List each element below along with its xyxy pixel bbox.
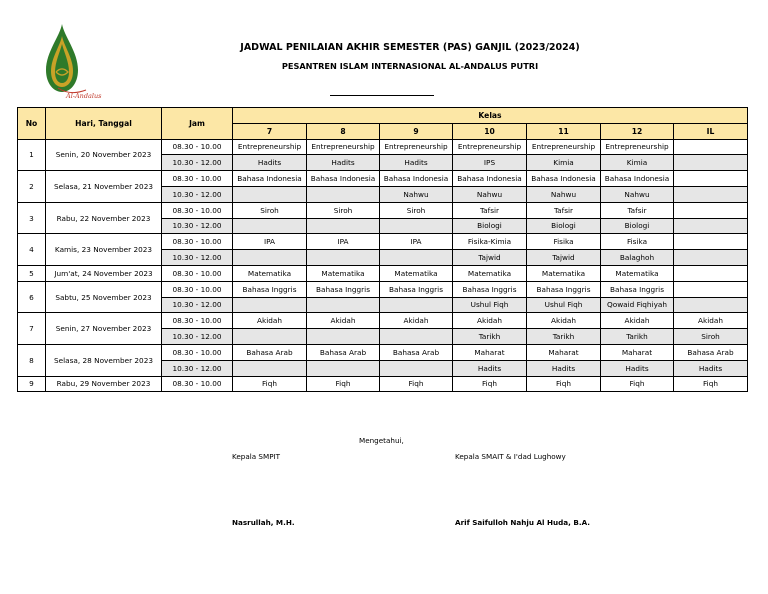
row-number: 2 — [18, 171, 46, 203]
header-kelas: Kelas — [233, 108, 748, 124]
subject-cell — [233, 186, 307, 202]
subject-cell: IPA — [380, 234, 453, 250]
subject-cell: Matematika — [233, 265, 307, 281]
subject-cell: Hadits — [601, 360, 674, 376]
subject-cell — [674, 139, 748, 155]
day-date-cell: Rabu, 29 November 2023 — [46, 376, 162, 392]
subject-cell: Fisika-Kimia — [453, 234, 527, 250]
document-title: JADWAL PENILAIAN AKHIR SEMESTER (PAS) GANJIL (2023/2024) — [240, 42, 580, 53]
header-class-il: IL — [674, 123, 748, 139]
row-number: 5 — [18, 265, 46, 281]
subject-cell: Siroh — [674, 329, 748, 345]
right-signer-role: Kepala SMAIT & I'dad Lughowy — [455, 452, 566, 461]
subject-cell — [233, 360, 307, 376]
subject-cell: Bahasa Inggris — [601, 281, 674, 297]
subject-cell: Ushul Fiqh — [453, 297, 527, 313]
subject-cell: Fiqh — [527, 376, 601, 392]
time-cell: 08.30 - 10.00 — [162, 234, 233, 250]
header-class-9: 9 — [380, 123, 453, 139]
title-underline — [330, 95, 434, 96]
subject-cell: Bahasa Inggris — [233, 281, 307, 297]
table-row — [18, 234, 748, 250]
subject-cell: Maharat — [453, 344, 527, 360]
day-date-cell: Kamis, 23 November 2023 — [46, 234, 162, 266]
subject-cell: Matematika — [601, 265, 674, 281]
subject-cell: Bahasa Indonesia — [601, 171, 674, 187]
day-date-cell: Selasa, 21 November 2023 — [46, 171, 162, 203]
subject-cell: Hadits — [233, 155, 307, 171]
subject-cell: Siroh — [233, 202, 307, 218]
subject-cell: Matematika — [307, 265, 380, 281]
subject-cell: Balaghoh — [601, 250, 674, 266]
subject-cell: Akidah — [307, 313, 380, 329]
header-time: Jam — [162, 108, 233, 140]
row-number: 3 — [18, 202, 46, 234]
subject-cell: Fisika — [527, 234, 601, 250]
subject-cell: Tajwid — [453, 250, 527, 266]
subject-cell: IPA — [233, 234, 307, 250]
header-class-8: 8 — [307, 123, 380, 139]
subject-cell — [307, 250, 380, 266]
subject-cell — [380, 360, 453, 376]
subject-cell — [380, 250, 453, 266]
time-cell: 08.30 - 10.00 — [162, 202, 233, 218]
subject-cell: Bahasa Arab — [233, 344, 307, 360]
subject-cell — [380, 218, 453, 234]
time-cell: 10.30 - 12.00 — [162, 360, 233, 376]
header-no: No — [18, 108, 46, 140]
subject-cell: Entrepreneurship — [453, 139, 527, 155]
svg-text:Al-Andalus: Al-Andalus — [66, 92, 102, 100]
subject-cell — [233, 297, 307, 313]
subject-cell: Tarikh — [453, 329, 527, 345]
subject-cell: Biologi — [527, 218, 601, 234]
subject-cell: Bahasa Inggris — [453, 281, 527, 297]
subject-cell: Tafsir — [453, 202, 527, 218]
table-row — [18, 313, 748, 329]
time-cell: 10.30 - 12.00 — [162, 297, 233, 313]
subject-cell — [674, 265, 748, 281]
day-date-cell: Senin, 27 November 2023 — [46, 313, 162, 345]
subject-cell — [233, 218, 307, 234]
header-class-7: 7 — [233, 123, 307, 139]
subject-cell: Tafsir — [601, 202, 674, 218]
table-row — [18, 202, 748, 218]
subject-cell: Kimia — [601, 155, 674, 171]
right-signer-name: Arif Saifulloh Nahju Al Huda, B.A. — [455, 518, 591, 527]
subject-cell: Fiqh — [307, 376, 380, 392]
subject-cell: Bahasa Indonesia — [233, 171, 307, 187]
row-number: 8 — [18, 344, 46, 376]
subject-cell: Entrepreneurship — [380, 139, 453, 155]
subject-cell: Akidah — [233, 313, 307, 329]
time-cell: 08.30 - 10.00 — [162, 313, 233, 329]
day-date-cell: Senin, 20 November 2023 — [46, 139, 162, 171]
subject-cell: Entrepreneurship — [601, 139, 674, 155]
subject-cell — [674, 171, 748, 187]
time-cell: 10.30 - 12.00 — [162, 186, 233, 202]
subject-cell — [307, 360, 380, 376]
subject-cell: Nahwu — [527, 186, 601, 202]
subject-cell: Hadits — [307, 155, 380, 171]
subject-cell: Fiqh — [233, 376, 307, 392]
subject-cell: Hadits — [527, 360, 601, 376]
subject-cell: Nahwu — [601, 186, 674, 202]
table-row — [18, 171, 748, 187]
time-cell: 08.30 - 10.00 — [162, 376, 233, 392]
subject-cell — [674, 202, 748, 218]
subject-cell: Tarikh — [527, 329, 601, 345]
subject-cell: Tarikh — [601, 329, 674, 345]
subject-cell: Akidah — [453, 313, 527, 329]
subject-cell: Fisika — [601, 234, 674, 250]
row-number: 7 — [18, 313, 46, 345]
row-number: 6 — [18, 281, 46, 313]
subject-cell: Bahasa Inggris — [527, 281, 601, 297]
exam-schedule-table — [17, 107, 748, 392]
day-date-cell: Selasa, 28 November 2023 — [46, 344, 162, 376]
subject-cell: Fiqh — [674, 376, 748, 392]
subject-cell — [674, 155, 748, 171]
header-day-date: Hari, Tanggal — [46, 108, 162, 140]
subject-cell: Bahasa Arab — [307, 344, 380, 360]
row-number: 4 — [18, 234, 46, 266]
subject-cell: Bahasa Arab — [380, 344, 453, 360]
time-cell: 08.30 - 10.00 — [162, 265, 233, 281]
subject-cell — [674, 281, 748, 297]
time-cell: 08.30 - 10.00 — [162, 139, 233, 155]
subject-cell: Entrepreneurship — [233, 139, 307, 155]
subject-cell: Hadits — [674, 360, 748, 376]
subject-cell: Maharat — [527, 344, 601, 360]
subject-cell: Entrepreneurship — [307, 139, 380, 155]
subject-cell: Fiqh — [601, 376, 674, 392]
subject-cell — [674, 234, 748, 250]
subject-cell: Nahwu — [453, 186, 527, 202]
header-class-12: 12 — [601, 123, 674, 139]
table-row — [18, 376, 748, 392]
subject-cell: Qowaid Fiqhiyah — [601, 297, 674, 313]
subject-cell: Kimia — [527, 155, 601, 171]
subject-cell: Ushul Fiqh — [527, 297, 601, 313]
table-row — [18, 344, 748, 360]
subject-cell — [380, 329, 453, 345]
subject-cell: Maharat — [601, 344, 674, 360]
subject-cell: Matematika — [453, 265, 527, 281]
subject-cell — [233, 250, 307, 266]
subject-cell: IPA — [307, 234, 380, 250]
subject-cell: Matematika — [527, 265, 601, 281]
subject-cell: Bahasa Arab — [674, 344, 748, 360]
day-date-cell: Jum'at, 24 November 2023 — [46, 265, 162, 281]
subject-cell: Bahasa Indonesia — [307, 171, 380, 187]
subject-cell — [380, 297, 453, 313]
subject-cell — [674, 186, 748, 202]
left-signer-name: Nasrullah, M.H. — [232, 518, 295, 527]
time-cell: 10.30 - 12.00 — [162, 329, 233, 345]
subject-cell: Bahasa Inggris — [380, 281, 453, 297]
time-cell: 10.30 - 12.00 — [162, 155, 233, 171]
time-cell: 08.30 - 10.00 — [162, 344, 233, 360]
header-class-11: 11 — [527, 123, 601, 139]
acknowledged-label: Mengetahui, — [359, 436, 404, 445]
document-subtitle: PESANTREN ISLAM INTERNASIONAL AL-ANDALUS PUTRI — [281, 61, 539, 71]
subject-cell: Tafsir — [527, 202, 601, 218]
subject-cell: Siroh — [380, 202, 453, 218]
table-row — [18, 139, 748, 155]
subject-cell: Biologi — [601, 218, 674, 234]
subject-cell: Akidah — [527, 313, 601, 329]
subject-cell: Biologi — [453, 218, 527, 234]
subject-cell — [674, 250, 748, 266]
table-row — [18, 265, 748, 281]
subject-cell: Akidah — [380, 313, 453, 329]
subject-cell: Akidah — [601, 313, 674, 329]
left-signer-role: Kepala SMPIT — [232, 452, 281, 461]
row-number: 1 — [18, 139, 46, 171]
subject-cell: Hadits — [380, 155, 453, 171]
subject-cell — [233, 329, 307, 345]
subject-cell: Bahasa Indonesia — [527, 171, 601, 187]
subject-cell — [307, 218, 380, 234]
time-cell: 10.30 - 12.00 — [162, 218, 233, 234]
subject-cell — [674, 297, 748, 313]
subject-cell: Nahwu — [380, 186, 453, 202]
school-logo — [38, 22, 102, 100]
subject-cell — [674, 218, 748, 234]
subject-cell: IPS — [453, 155, 527, 171]
subject-cell: Matematika — [380, 265, 453, 281]
subject-cell: Bahasa Indonesia — [380, 171, 453, 187]
subject-cell: Hadits — [453, 360, 527, 376]
table-row — [18, 281, 748, 297]
subject-cell — [307, 329, 380, 345]
subject-cell: Bahasa Inggris — [307, 281, 380, 297]
subject-cell — [307, 186, 380, 202]
header-class-10: 10 — [453, 123, 527, 139]
subject-cell — [307, 297, 380, 313]
subject-cell: Fiqh — [380, 376, 453, 392]
subject-cell: Tajwid — [527, 250, 601, 266]
subject-cell: Fiqh — [453, 376, 527, 392]
time-cell: 08.30 - 10.00 — [162, 171, 233, 187]
subject-cell: Bahasa Indonesia — [453, 171, 527, 187]
time-cell: 10.30 - 12.00 — [162, 250, 233, 266]
row-number: 9 — [18, 376, 46, 392]
day-date-cell: Rabu, 22 November 2023 — [46, 202, 162, 234]
subject-cell: Akidah — [674, 313, 748, 329]
day-date-cell: Sabtu, 25 November 2023 — [46, 281, 162, 313]
time-cell: 08.30 - 10.00 — [162, 281, 233, 297]
subject-cell: Entrepreneurship — [527, 139, 601, 155]
subject-cell: Siroh — [307, 202, 380, 218]
